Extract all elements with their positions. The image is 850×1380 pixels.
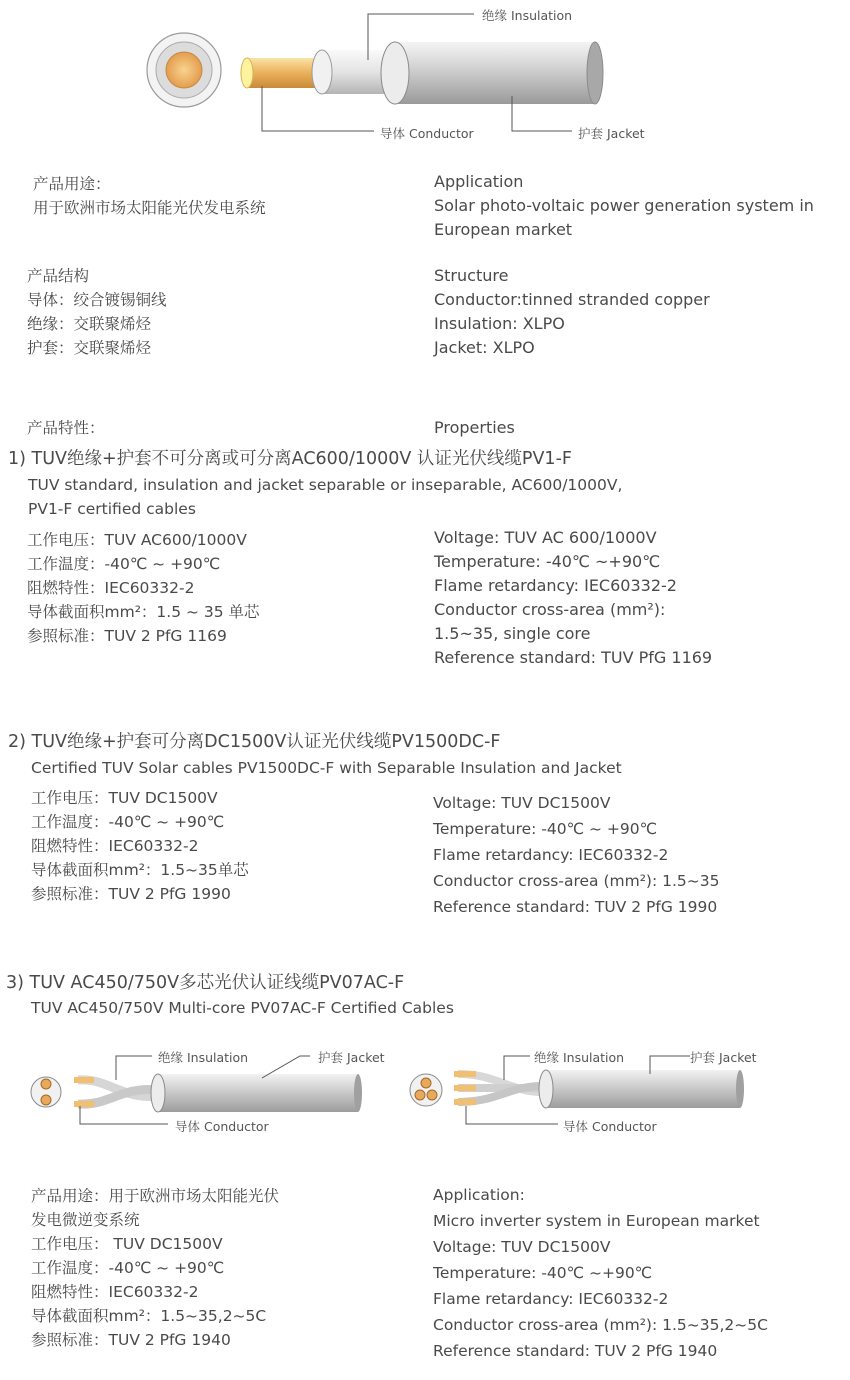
product2-heading: 2) TUV绝缘+护套可分离DC1500V认证光伏线缆PV1500DC-F [8,732,501,752]
product3-en-line: Temperature: -40℃ ~+90℃ [433,1264,653,1282]
product1-en-line: Conductor cross-area (mm²): [434,600,666,619]
product3-cn-line: 阻燃特性：IEC60332-2 [31,1283,199,1301]
product2-en-line: Conductor cross-area (mm²): 1.5~35 [433,872,720,890]
product3-en-line: Voltage: TUV DC1500V [433,1238,611,1256]
product2-en-line: Flame retardancy: IEC60332-2 [433,846,669,864]
product3-cn-line: 发电微逆变系统 [31,1211,140,1229]
product3-sub: TUV AC450/750V Multi-core PV07AC-F Certified Cables [31,999,454,1017]
properties-cn-title: 产品特性： [27,419,105,437]
product3-heading: 3) TUV AC450/750V多芯光伏认证线缆PV07AC-F [6,973,405,993]
structure-en-line: Jacket: XLPO [434,338,535,357]
structure-cn-line: 护套：交联聚烯烃 [27,339,152,357]
product1-en-line: Voltage: TUV AC 600/1000V [434,528,657,547]
product1-cn-line: 工作电压：TUV AC600/1000V [27,531,247,549]
application-en-title: Application [434,172,524,191]
product3-en-line: Reference standard: TUV 2 PfG 1940 [433,1342,718,1360]
product1-sub2: PV1-F certified cables [28,500,196,518]
product3-cn-line: 导体截面积mm²：1.5~35,2~5C [31,1307,267,1325]
structure-en-line: Structure [434,266,509,285]
product2-sub: Certified TUV Solar cables PV1500DC-F with Separable Insulation and Jacket [31,759,622,777]
product2-en-line: Temperature: -40℃ ~ +90℃ [433,820,658,838]
product2-cn-line: 工作温度：-40℃ ~ +90℃ [31,813,225,831]
application-cn-text: 用于欧洲市场太阳能光伏发电系统 [33,199,266,217]
left-diagram-conductor-label: 导体 Conductor [175,1119,269,1134]
product1-cn-line: 参照标准：TUV 2 PfG 1169 [27,627,227,645]
product1-en-line: 1.5~35, single core [434,624,591,643]
structure-en-line: Insulation: XLPO [434,314,565,333]
structure-en [434,264,710,360]
properties-en-title: Properties [434,418,515,437]
product3-cn-line: 工作电压： TUV DC1500V [31,1235,223,1253]
product2-cn-line: 工作电压：TUV DC1500V [31,789,218,807]
product1-cn-line: 阻燃特性：IEC60332-2 [27,579,195,597]
conductor-label: 导体 Conductor [380,126,474,141]
product3-en [433,1182,768,1364]
product2-cn [31,786,249,906]
product1-heading: 1) TUV绝缘+护套不可分离或可分离AC600/1000V 认证光伏线缆PV1-F [8,449,572,469]
product3-cn-line: 工作温度：-40℃ ~ +90℃ [31,1259,225,1277]
product3-en-line: Flame retardancy: IEC60332-2 [433,1290,669,1308]
product1-cn-line: 工作温度：-40℃ ~ +90℃ [27,555,221,573]
insulation-label: 绝缘 Insulation [482,8,573,23]
product2-cn-line: 参照标准：TUV 2 PfG 1990 [31,885,231,903]
product1-cn-line: 导体截面积mm²：1.5 ~ 35 单芯 [27,603,260,621]
product3-en-line: Micro inverter system in European market [433,1212,760,1230]
product1-en [434,526,712,670]
product3-en-line: Conductor cross-area (mm²): 1.5~35,2~5C [433,1316,768,1334]
structure-cn-line: 绝缘：交联聚烯烃 [27,315,152,333]
product3-cn-line: 产品用途：用于欧洲市场太阳能光伏 [31,1187,280,1205]
product1-en-line: Temperature: -40℃ ~+90℃ [434,552,661,571]
right-diagram-conductor-label: 导体 Conductor [563,1119,657,1134]
product1-en-line: Flame retardancy: IEC60332-2 [434,576,677,595]
structure-en-line: Conductor:tinned stranded copper [434,290,710,309]
right-diagram-jacket-label: 护套 Jacket [690,1050,757,1065]
jacket-label: 护套 Jacket [578,126,645,141]
product3-cn [31,1184,279,1352]
structure-cn-line: 产品结构 [27,267,90,285]
product1-sub1: TUV standard, insulation and jacket separable or inseparable, AC600/1000V, [28,476,623,494]
product1-en-line: Reference standard: TUV PfG 1169 [434,648,713,667]
product1-cn [27,528,260,648]
application-en-line1: Solar photo-voltaic power generation system in [434,196,814,215]
product3-en-line: Application: [433,1186,525,1204]
right-diagram-insulation-label: 绝缘 Insulation [534,1050,625,1065]
left-diagram-jacket-label: 护套 Jacket [318,1050,385,1065]
product2-en [433,790,719,920]
left-diagram-insulation-label: 绝缘 Insulation [158,1050,249,1065]
product3-cn-line: 参照标准：TUV 2 PfG 1940 [31,1331,231,1349]
application-cn-title: 产品用途： [33,175,111,193]
structure-cn-line: 导体：绞合镀锡铜线 [27,291,167,309]
product2-en-line: Voltage: TUV DC1500V [433,794,611,812]
product2-cn-line: 阻燃特性：IEC60332-2 [31,837,199,855]
product2-en-line: Reference standard: TUV 2 PfG 1990 [433,898,718,916]
application-en-line2: European market [434,220,573,239]
structure-cn [27,264,167,360]
product2-cn-line: 导体截面积mm²：1.5~35单芯 [31,861,249,879]
